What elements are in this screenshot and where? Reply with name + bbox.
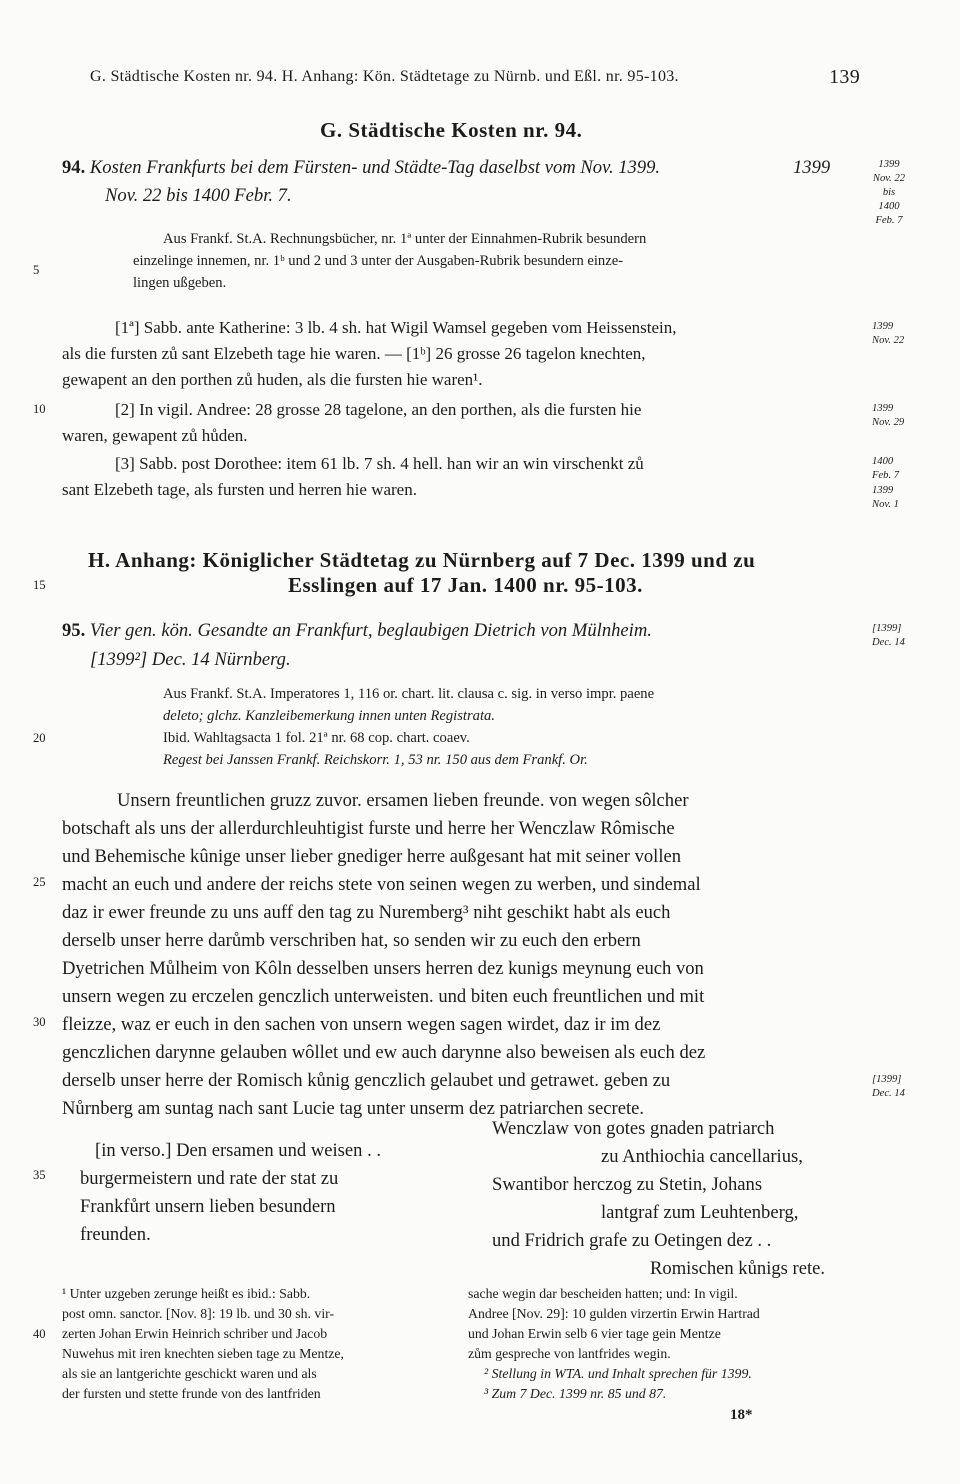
margin-note-part: Feb. 7 bbox=[875, 215, 903, 226]
doc95-source-line2: deleto; glchz. Kanzleibemerkung innen unten Registrata. bbox=[163, 708, 495, 724]
doc94-title-line1 bbox=[62, 154, 660, 183]
footnote-right-line4: zům gespreche von lantfrides wegin. bbox=[468, 1346, 671, 1361]
signature-mark: 18* bbox=[730, 1407, 753, 1423]
doc94-text-line7: sant Elzebeth tage, als fursten und herren hie waren. bbox=[62, 480, 417, 499]
running-head-text: G. Städtische Kosten nr. 94. H. Anhang: Kön. Städtetage zu Nürnb. und Eßl. nr. 95-103. bbox=[90, 68, 679, 85]
margin-note-part: Nov. 1 bbox=[872, 499, 899, 510]
letter-line2: botschaft als uns der allerdurchleuhtigist furste und herre her Wenczlaw Rômische bbox=[62, 818, 675, 839]
footnote-right-line6: ³ Zum 7 Dec. 1399 nr. 85 und 87. bbox=[484, 1386, 667, 1401]
margin-note-date-range bbox=[872, 158, 906, 228]
margin-note-dec14-letter bbox=[872, 1073, 905, 1101]
doc95-title-line2: [1399²] Dec. 14 Nürnberg. bbox=[90, 649, 291, 670]
letter-line8: unsern wegen zu erczelen genczlich unterweisten. und biten euch freuntlichen und mit bbox=[62, 986, 705, 1007]
footnote-right-line3: und Johan Erwin selb 6 vier tage gein Mentze bbox=[468, 1326, 721, 1341]
footnote-left-line4: Nuwehus mit iren knechten sieben tage zu Mentze, bbox=[62, 1346, 344, 1361]
signature-line4: lantgraf zum Leuhtenberg, bbox=[601, 1202, 799, 1223]
margin-note-part: 1399 bbox=[872, 403, 894, 414]
margin-note-nov1 bbox=[872, 484, 899, 512]
doc95-title-line1 bbox=[62, 617, 652, 646]
margin-note-feb7 bbox=[872, 455, 899, 483]
doc94-title-line2: Nov. 22 bis 1400 Febr. 7. bbox=[105, 185, 292, 206]
footnote-left-line2: post omn. sanctor. [Nov. 8]: 19 lb. und 30 sh. vir- bbox=[62, 1306, 335, 1321]
letter-line7: Dyetrichen Můlheim von Kôln desselben unsers herren dez kunigs meynung euch von bbox=[62, 958, 704, 979]
letter-line10: genczlichen darynne gelauben wôllet und ew auch darynne also beweisen als euch dez bbox=[62, 1042, 706, 1063]
doc95-title-text: Vier gen. kön. Gesandte an Frankfurt, beglaubigen Dietrich von Mülnheim. bbox=[89, 620, 652, 641]
section-g-heading: G. Städtische Kosten nr. 94. bbox=[320, 118, 583, 142]
margin-note-part: Nov. 22 bbox=[872, 173, 906, 184]
footnote-left-line1: ¹ Unter uzgeben zerunge heißt es ibid.: Sabb. bbox=[62, 1286, 311, 1301]
margin-note-part: [1399] bbox=[872, 1074, 902, 1085]
footnote-left-line5: als sie an lantgerichte geschickt waren und als bbox=[62, 1366, 317, 1381]
margin-note-part: 1399 bbox=[872, 485, 894, 496]
doc95-number: 95. bbox=[62, 620, 86, 641]
letter-line4: macht an euch und andere der reichs stete von seinen wegen zu werben, und sindemal bbox=[62, 874, 701, 895]
line-number-15: 15 bbox=[33, 578, 46, 592]
address-line3: Frankfůrt unsern lieben besundern bbox=[80, 1196, 336, 1217]
margin-note-part: Feb. 7 bbox=[872, 470, 900, 481]
doc94-text-line4: [2] In vigil. Andree: 28 grosse 28 tagelone, an den porthen, als die fursten hie bbox=[115, 400, 642, 419]
address-line4: freunden. bbox=[80, 1224, 151, 1245]
line-number-30: 30 bbox=[33, 1015, 46, 1029]
page-number: 139 bbox=[829, 66, 860, 88]
footnote-left-line6: der fursten und stette frunde von des lantfriden bbox=[62, 1386, 321, 1401]
margin-note-part: 1399 bbox=[878, 159, 900, 170]
line-number-40: 40 bbox=[33, 1327, 46, 1341]
margin-note-part: Dec. 14 bbox=[872, 1088, 905, 1099]
doc94-text-line2: als die fursten zů sant Elzebeth tage hie waren. — [1ᵇ] 26 grosse 26 tagelon knechten, bbox=[62, 344, 646, 363]
letter-line5: daz ir ewer freunde zu uns auff den tag zu Nuremberg³ niht geschikt habt als euch bbox=[62, 902, 671, 923]
line-number-10: 10 bbox=[33, 402, 46, 416]
margin-note-part: [1399] bbox=[872, 623, 902, 634]
letter-line9: fleizze, waz er euch in den sachen von unsern wegen sagen wirdet, daz ir im dez bbox=[62, 1014, 661, 1035]
letter-line3: und Behemische kûnige unser lieber gnediger herre außgesant hat mit seiner vollen bbox=[62, 846, 682, 867]
margin-note-part: bis bbox=[882, 187, 896, 198]
section-h-heading-line2: Esslingen auf 17 Jan. 1400 nr. 95-103. bbox=[288, 573, 643, 597]
line-number-35: 35 bbox=[33, 1168, 46, 1182]
letter-line12: Nůrnberg am suntag nach sant Lucie tag unter unserm dez patriarchen secrete. bbox=[62, 1098, 645, 1119]
doc94-source-line1: Aus Frankf. St.A. Rechnungsbücher, nr. 1ª unter der Einnahmen-Rubrik besundern bbox=[163, 231, 647, 247]
line-number-20: 20 bbox=[33, 731, 46, 745]
signature-line5: und Fridrich grafe zu Oetingen dez . . bbox=[492, 1230, 772, 1251]
doc94-title-year: 1399 bbox=[793, 157, 831, 178]
running-head bbox=[90, 68, 870, 86]
letter-line6: derselb unser herre darůmb verschriben hat, so senden wir zu euch den erbern bbox=[62, 930, 641, 951]
line-number-5: 5 bbox=[33, 263, 40, 277]
letter-line1: Unsern freuntlichen gruzz zuvor. ersamen lieben freunde. von wegen sôlcher bbox=[117, 790, 689, 811]
signature-line6: Romischen kůnigs rete. bbox=[650, 1258, 826, 1279]
signature-line2: zu Anthiochia cancellarius, bbox=[601, 1146, 803, 1167]
address-line2: burgermeistern und rate der stat zu bbox=[80, 1168, 339, 1189]
doc95-source-line4: Regest bei Janssen Frankf. Reichskorr. 1, 53 nr. 150 aus dem Frankf. Or. bbox=[163, 752, 588, 768]
doc94-source-line3: lingen ußgeben. bbox=[133, 275, 227, 291]
doc94-number: 94. bbox=[62, 157, 86, 178]
address-line1: [in verso.] Den ersamen und weisen . . bbox=[95, 1140, 382, 1161]
margin-note-part: 1400 bbox=[878, 201, 900, 212]
line-number-25: 25 bbox=[33, 875, 46, 889]
doc95-source-line3: Ibid. Wahltagsacta 1 fol. 21ª nr. 68 cop. chart. coaev. bbox=[163, 730, 470, 746]
footnote-left-line3: zerten Johan Erwin Heinrich schriber und Jacob bbox=[62, 1326, 328, 1341]
margin-note-part: Nov. 29 bbox=[872, 417, 905, 428]
doc94-text-line6: [3] Sabb. post Dorothee: item 61 lb. 7 sh. 4 hell. han wir an win virschenkt zů bbox=[115, 454, 644, 473]
doc94-title-text: Kosten Frankfurts bei dem Fürsten- und Städte-Tag daselbst vom Nov. 1399. bbox=[89, 157, 661, 178]
margin-note-part: Nov. 22 bbox=[872, 335, 905, 346]
margin-note-part: Dec. 14 bbox=[872, 637, 905, 648]
letter-line11: derselb unser herre der Romisch kůnig genczlich gelaubet und getrawet. geben zu bbox=[62, 1070, 671, 1091]
doc94-text-line5: waren, gewapent zů hůden. bbox=[62, 426, 248, 445]
margin-note-part: 1400 bbox=[872, 456, 894, 467]
signature-line3: Swantibor herczog zu Stetin, Johans bbox=[492, 1174, 763, 1195]
footnote-right-line5: ² Stellung in WTA. und Inhalt sprechen für 1399. bbox=[484, 1366, 752, 1381]
section-h-heading-line1: H. Anhang: Königlicher Städtetag zu Nürnberg auf 7 Dec. 1399 und zu bbox=[88, 548, 756, 572]
doc94-source-line2: einzelinge innemen, nr. 1ᵇ und 2 und 3 unter der Ausgaben-Rubrik besundern einze- bbox=[133, 253, 624, 269]
doc94-text-line1: [1ª] Sabb. ante Katherine: 3 lb. 4 sh. hat Wigil Wamsel gegeben vom Heissenstein, bbox=[115, 318, 677, 337]
margin-note-nov29 bbox=[872, 402, 904, 430]
doc95-source-line1: Aus Frankf. St.A. Imperatores 1, 116 or. chart. lit. clausa c. sig. in verso impr. paene bbox=[163, 686, 655, 702]
signature-line1: Wenczlaw von gotes gnaden patriarch bbox=[492, 1118, 775, 1139]
footnote-right-line2: Andree [Nov. 29]: 10 gulden virzertin Erwin Hartrad bbox=[468, 1306, 760, 1321]
footnote-right-line1: sache wegin dar bescheiden hatten; und: In vigil. bbox=[468, 1286, 738, 1301]
doc94-text-line3: gewapent an den porthen zů huden, als die fursten hie waren¹. bbox=[62, 370, 483, 389]
margin-note-nov22 bbox=[872, 320, 904, 348]
margin-note-part: 1399 bbox=[872, 321, 894, 332]
margin-note-dec14-title bbox=[872, 622, 905, 650]
